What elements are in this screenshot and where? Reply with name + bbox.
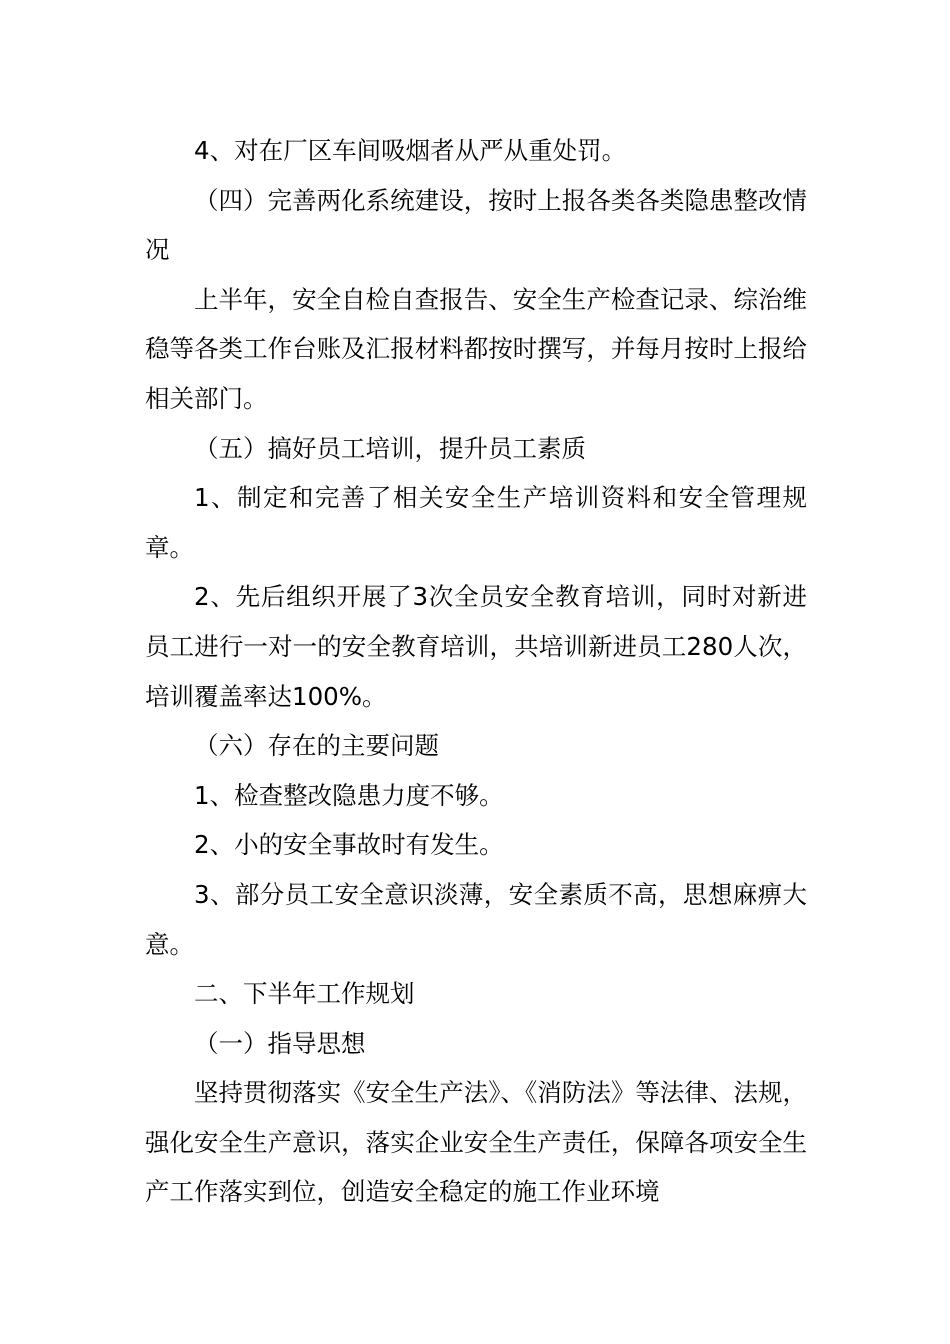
chapter-heading-plan: 二、下半年工作规划 [194, 979, 415, 1009]
section-heading-five: （五）搞好员工培训，提升员工素质 [194, 433, 586, 463]
item-training-sessions: 2、先后组织开展了3次全员安全教育培训，同时对新进员工进行一对一的安全教育培训，共培训新进员工280人次，培训覆盖率达100%。 [145, 582, 807, 711]
paragraph-guiding-thought: 坚持贯彻落实《安全生产法》、《消防法》等法律、法规，强化安全生产意识，落实企业安全生产责任，保障各项安全生产工作落实到位，创造安全稳定的施工作业环境 [145, 1078, 807, 1207]
item-training-materials: 1、制定和完善了相关安全生产培训资料和安全管理规章。 [145, 483, 807, 562]
document-body [145, 126, 807, 1217]
problem-item-3: 3、部分员工安全意识淡薄，安全素质不高，思想麻痹大意。 [145, 879, 807, 959]
problem-item-2: 2、小的安全事故时有发生。 [194, 830, 504, 860]
item-no-smoking-penalty: 4、对在厂区车间吸烟者从严从重处罚。 [194, 136, 627, 165]
paragraph-reporting: 上半年，安全自检自查报告、安全生产检查记录、综治维稳等各类工作台账及汇报材料都按时撰写，并每月按时上报给相关部门。 [145, 284, 807, 413]
section-heading-six: （六）存在的主要问题 [194, 731, 439, 761]
problem-item-1: 1、检查整改隐患力度不够。 [194, 780, 504, 810]
section-heading-four: （四）完善两化系统建设，按时上报各类各类隐患整改情况 [145, 185, 807, 265]
section-heading-guiding: （一）指导思想 [194, 1028, 366, 1058]
